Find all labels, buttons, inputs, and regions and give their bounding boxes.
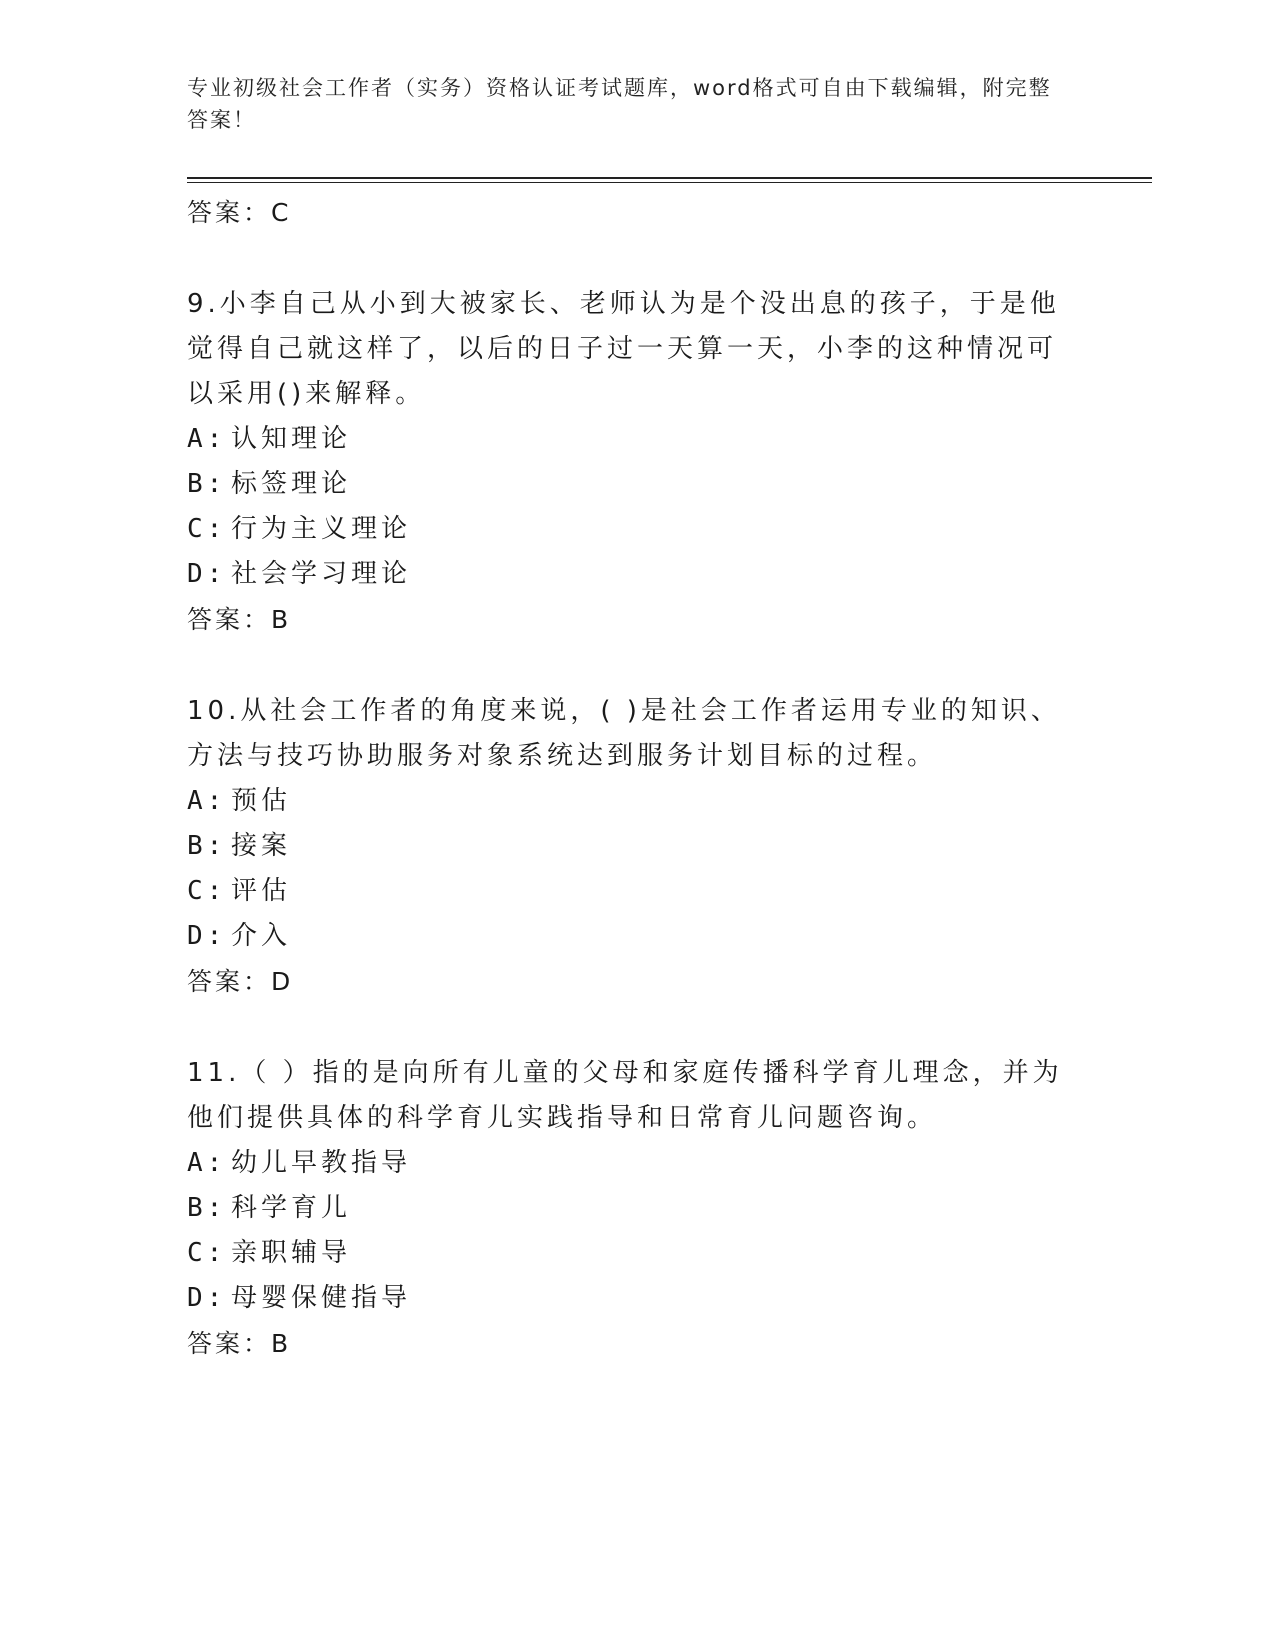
option-text: 科学育儿 (231, 1193, 352, 1223)
option-label: C: (187, 876, 227, 906)
option-text: 介入 (231, 921, 292, 951)
option-d (187, 1276, 1067, 1321)
option-text: 行为主义理论 (231, 514, 412, 544)
question-9 (187, 282, 1067, 643)
question-list (187, 190, 1067, 1367)
option-text: 母婴保健指导 (231, 1283, 412, 1313)
option-text: 社会学习理论 (231, 559, 412, 589)
option-a (187, 779, 1067, 824)
question-11 (187, 1051, 1067, 1367)
option-a (187, 1141, 1067, 1186)
option-label: D: (187, 1283, 227, 1313)
option-c (187, 507, 1067, 552)
option-label: D: (187, 921, 227, 951)
option-label: C: (187, 1238, 227, 1268)
question-stem: 11.（ ）指的是向所有儿童的父母和家庭传播科学育儿理念，并为他们提供具体的科学育儿实践指导和日常育儿问题咨询。 (187, 1058, 1063, 1133)
option-text: 接案 (231, 831, 292, 861)
option-d (187, 552, 1067, 597)
answer-text: 答案：C (187, 198, 292, 227)
option-label: B: (187, 469, 227, 499)
header-rule-thin (187, 182, 1152, 183)
option-text: 幼儿早教指导 (231, 1148, 412, 1178)
option-text: 认知理论 (231, 424, 352, 454)
option-b (187, 462, 1067, 507)
option-text: 预估 (231, 786, 292, 816)
option-label: B: (187, 831, 227, 861)
page-header: 专业初级社会工作者（实务）资格认证考试题库，word格式可自由下载编辑，附完整答案！ (187, 76, 1052, 132)
answer-text: 答案：B (187, 1329, 292, 1358)
option-b (187, 1186, 1067, 1231)
option-label: A: (187, 1148, 227, 1178)
option-text: 亲职辅导 (231, 1238, 352, 1268)
answer-text: 答案：D (187, 967, 294, 996)
question-stem: 9.小李自己从小到大被家长、老师认为是个没出息的孩子，于是他觉得自己就这样了，以后的日子过一天算一天，小李的这种情况可以采用()来解释。 (187, 289, 1060, 409)
answer-text: 答案：B (187, 605, 292, 634)
option-label: A: (187, 786, 227, 816)
option-label: C: (187, 514, 227, 544)
option-label: D: (187, 559, 227, 589)
option-d (187, 914, 1067, 959)
option-text: 标签理论 (231, 469, 352, 499)
option-a (187, 417, 1067, 462)
option-label: A: (187, 424, 227, 454)
option-c (187, 1231, 1067, 1276)
question-stem: 10.从社会工作者的角度来说，( )是社会工作者运用专业的知识、方法与技巧协助服务对象系统达到服务计划目标的过程。 (187, 696, 1061, 771)
question-10 (187, 689, 1067, 1005)
option-label: B: (187, 1193, 227, 1223)
option-b (187, 824, 1067, 869)
option-text: 评估 (231, 876, 292, 906)
option-c (187, 869, 1067, 914)
header-rule (187, 177, 1152, 179)
